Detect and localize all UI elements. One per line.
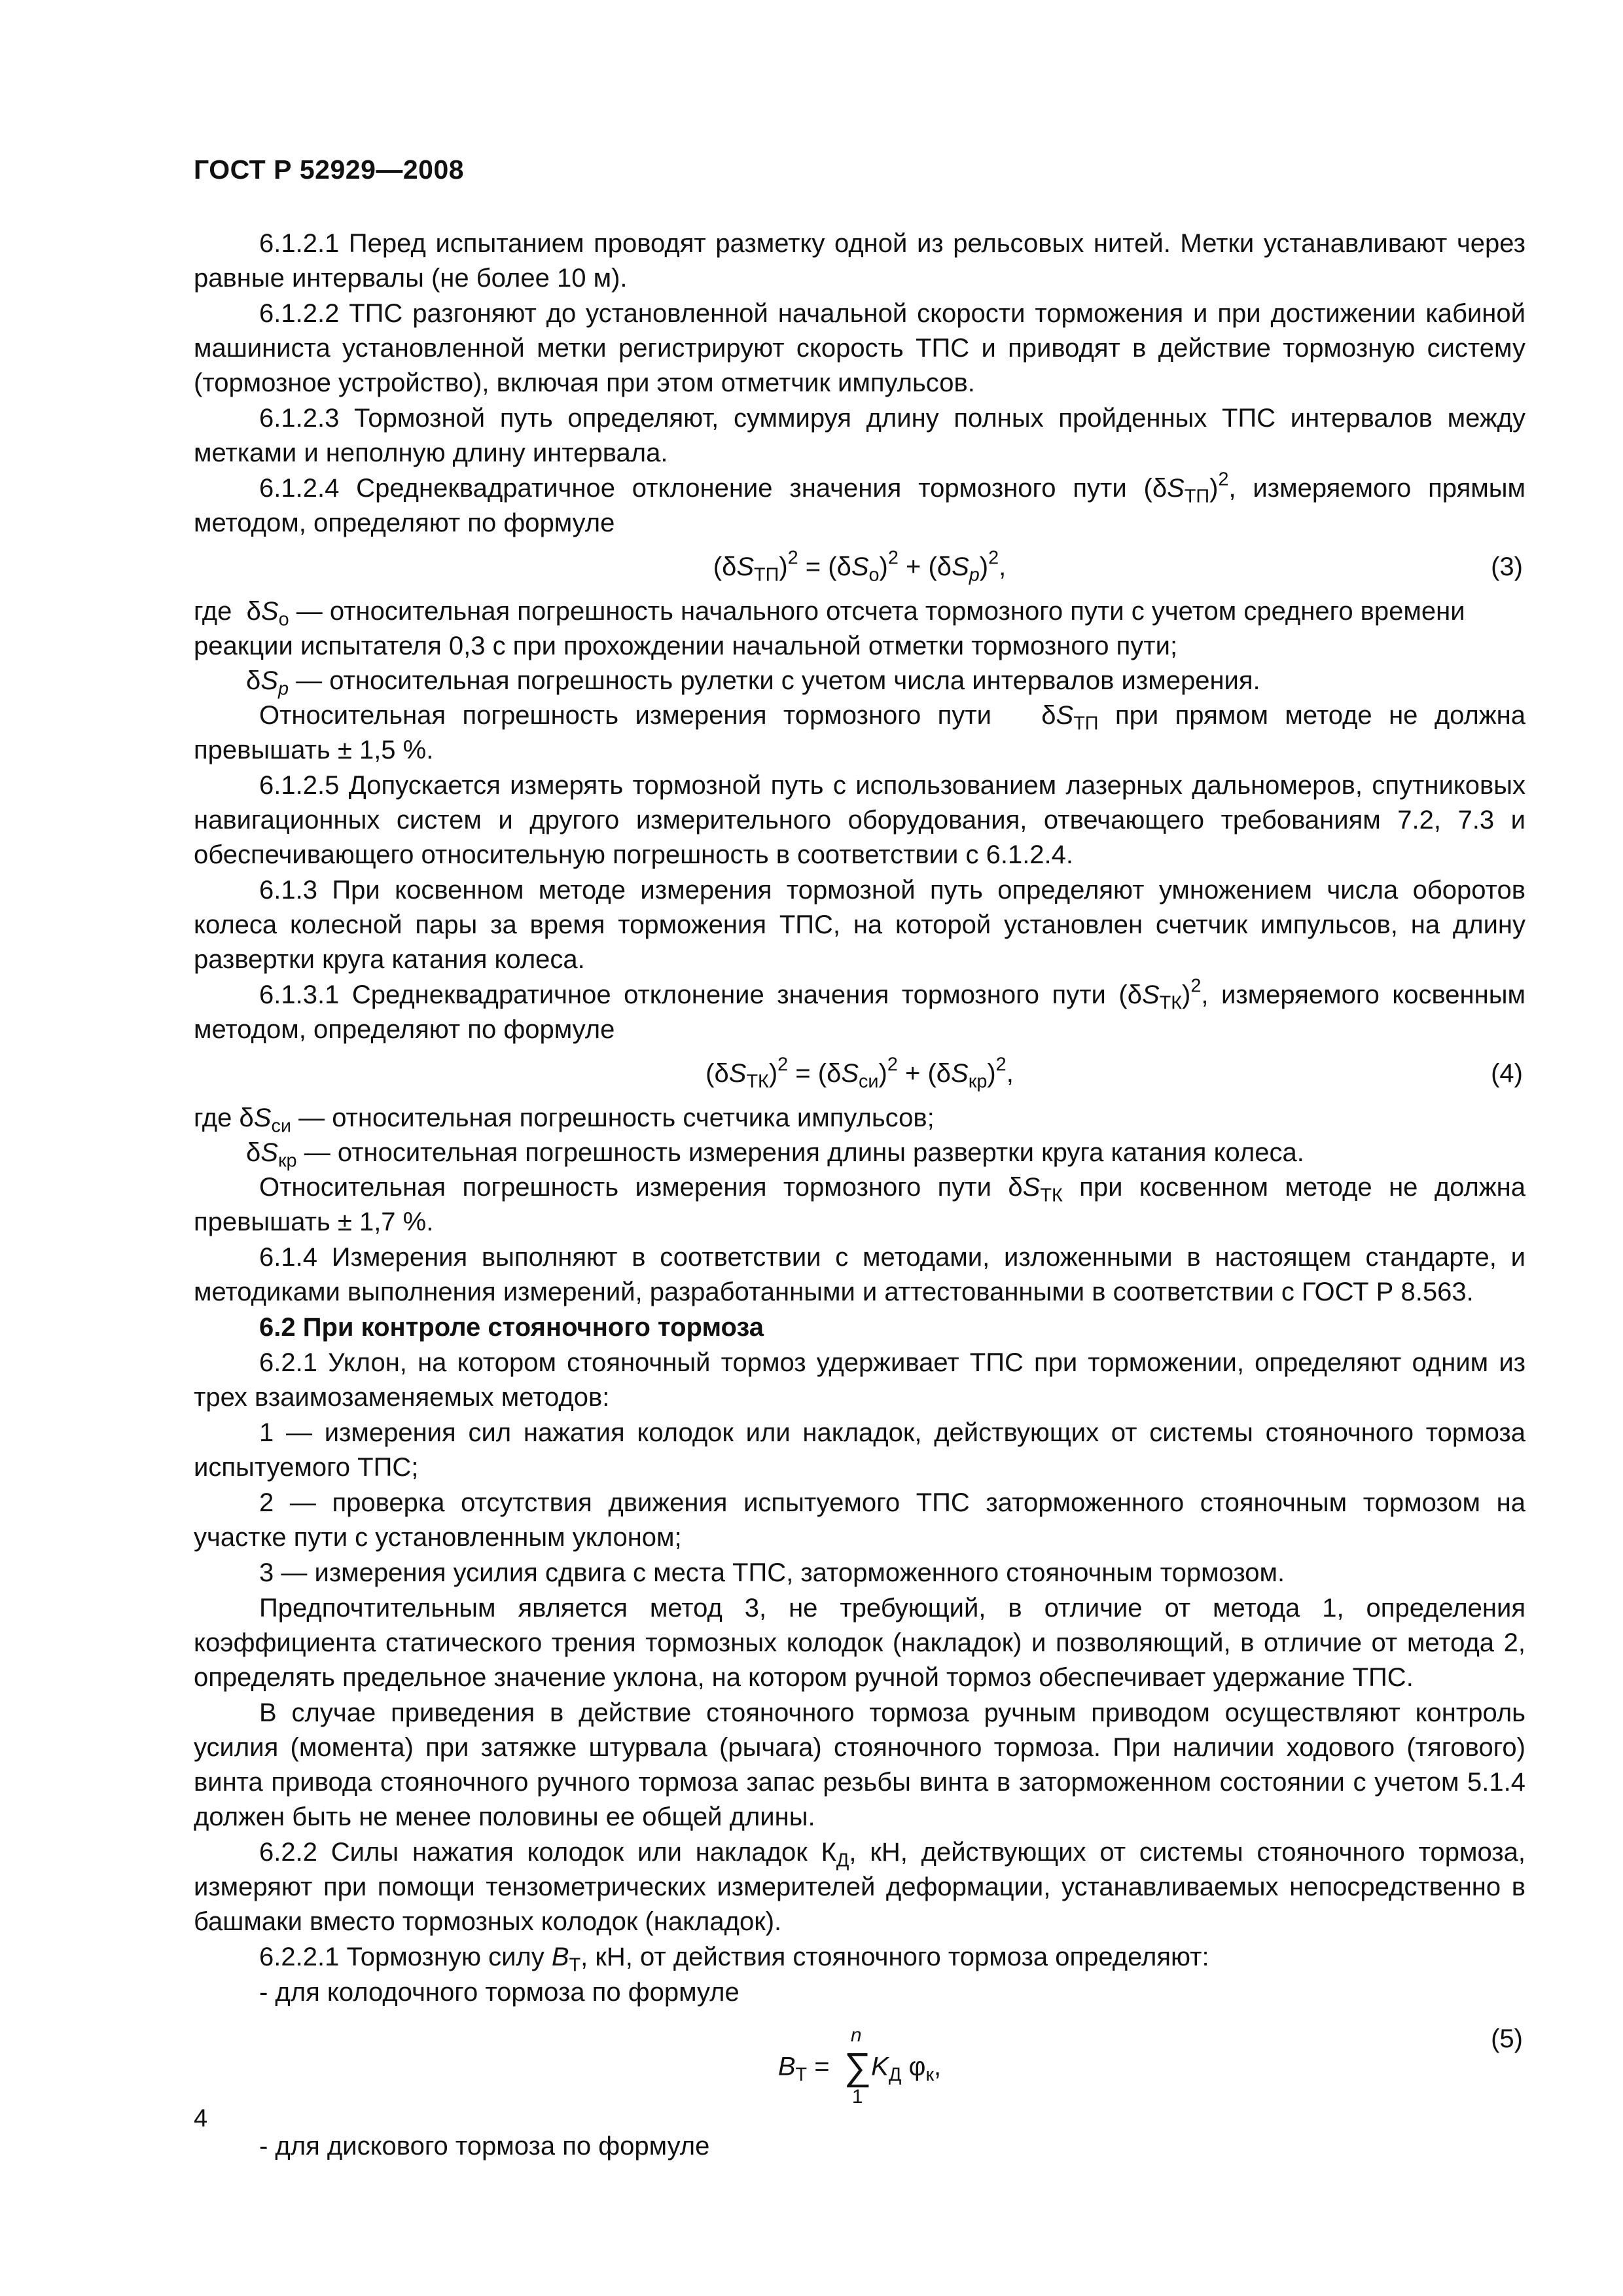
paragraph-6-2-1: 6.2.1 Уклон, на котором стояночный тормоз удерживает ТПС при торможении, определяют одним из трех взаимозаменяемых методов: [194,1348,1525,1412]
method-2: 2 — проверка отсутствия движения испытуемого ТПС заторможенного стояночным тормозом на участке пути с установленным уклоном; [194,1488,1525,1552]
paragraph-indirect-error: Относительная погрешность измерения тормозного пути $\delta S_{ТК}$ при косвенном методе не должна превышать ± 1,7 %. [194,1173,1525,1236]
paragraph-6-1-2-1: 6.1.2.1 Перед испытанием проводят разметку одной из рельсовых нитей. Метки устанавливают через равные интервалы (не более 10 м). [194,229,1525,293]
document-body [194,226,1525,2164]
paragraph-direct-error: Относительная погрешность измерения тормозного пути $\delta S_{ТП}$ при прямом методе не должна превышать ± 1,5 %. [194,701,1525,764]
paragraph-6-1-2-2: 6.1.2.2 ТПС разгоняют до установленной начальной скорости торможения и при достижении кабиной машиниста установленной метки регистрируют скорость ТПС и приводят в действие тормозную систему (тормозное устройство), включая при этом отметчик импульсов. [194,299,1525,397]
formula-4-number: (4) [1491,1059,1523,1088]
paragraph-6-1-2-4: 6.1.2.4 Среднеквадратичное отклонение значения тормозного пути $(\delta S_{ТП})^2$, измеряемого прямым методом, определяют по формуле [194,469,1525,537]
section-heading-6-2: 6.2 При контроле стояночного тормоза [259,1313,764,1342]
paragraph-6-1-3-1: 6.1.3.1 Среднеквадратичное отклонение значения тормозного пути $(\delta S_{ТК})^2$, измеряемого косвенным методом, определяют по формуле [194,975,1525,1044]
paragraph-6-1-2-3: 6.1.2.3 Тормозной путь определяют, суммируя длину полных пройденных ТПС интервалов между метками и неполную длину интервала. [194,404,1525,467]
definition-so: где $\delta S_о$ — относительная погрешность начального отсчета тормозного пути с учетом среднего времени [194,597,1465,630]
page-number: 4 [194,2105,208,2132]
method-3: 3 — измерения усилия сдвига с места ТПС, заторможенного стояночным тормозом. [259,1558,1285,1587]
paragraph-disc-brake: - для дискового тормоза по формуле [259,2132,710,2161]
paragraph-6-1-2-5: 6.1.2.5 Допускается измерять тормозной путь с использованием лазерных дальномеров, спутниковых навигационных систем и другого измерительного оборудования, отвечающего требованиям 7.2, 7.3 и обеспечивающего относительную погрешность в соответствии с 6.1.2.4. [194,771,1525,869]
formula-3 [194,543,1525,590]
definition-so-continuation: реакции испытателя 0,3 с при прохождении начальной отметки тормозного пути; [194,632,1178,660]
formula-4-expression: $(\delta S_{ТК})^2 = (\delta S_{си})^2 + (\delta S_{кр})^2$, [705,1054,1014,1092]
paragraph-preferred-method: Предпочтительным является метод 3, не требующий, в отличие от метода 1, определения коэффициента статического трения тормозных колодок (накладок) и позволяющий, в отличие от метода 2, определять предельное значение уклона, на котором ручной тормоз обеспечивает удержание ТПС. [194,1594,1525,1692]
method-1: 1 — измерения сил нажатия колодок или накладок, действующих от системы стояночного тормоза испытуемого ТПС; [194,1418,1525,1482]
definition-sp: $\delta S_p$ — относительная погрешность рулетки с учетом числа интервалов измерения. [246,666,1260,700]
document-header-code: ГОСТ Р 52929—2008 [194,154,465,185]
formula-5 [194,2017,1525,2121]
paragraph-shoe-brake: - для колодочного тормоза по формуле [259,1978,740,2007]
formula-5-expression: $B_Т$ = ∑ n 1 $K_Д$ $\varphi_к$, [777,2024,942,2108]
paragraph-6-2-2: 6.2.2 Силы нажатия колодок или накладок $К_Д$, кН, действующих от системы стояночного тормоза, измеряют при помощи тензометрических измерителей деформации, устанавливаемых непосредственно в башмаки вместо тормозных колодок (накладок). [194,1838,1525,1936]
paragraph-manual-drive: В случае приведения в действие стояночного тормоза ручным приводом осуществляют контроль усилия (момента) при затяжке штурвала (рычага) стояночного тормоза. При наличии ходового (тягового) винта привода стояночного ручного тормоза запас резьбы винта в заторможенном состоянии с учетом 5.1.4 должен быть не менее половины ее общей длины. [194,1698,1525,1831]
paragraph-6-1-4: 6.1.4 Измерения выполняют в соответствии с методами, изложенными в настоящем стандарте, и методиками выполнения измерений, разработанными и аттестованными в соответствии с ГОСТ Р 8.563. [194,1243,1525,1306]
formula-3-expression: $(\delta S_{ТП})^2 = (\delta S_о)^2 + (\delta S_p)^2$, [713,547,1007,586]
formula-5-number: (5) [1491,2024,1523,2053]
paragraph-6-2-2-1: 6.2.2.1 Тормозную силу $B_Т$, кН, от действия стояночного тормоза определяют: [259,1943,1209,1976]
formula-3-number: (3) [1491,552,1523,581]
formula-4 [194,1050,1525,1097]
definition-kr: $\delta S_{кр}$ — относительная погрешность измерения длины развертки круга катания колеса. [246,1138,1304,1172]
paragraph-6-1-3: 6.1.3 При косвенном методе измерения тормозной путь определяют умножением числа оборотов колеса колесной пары за время торможения ТПС, на которой установлен счетчик импульсов, на длину развертки круга катания колеса. [194,876,1525,974]
summation-symbol: ∑ n 1 [844,2024,872,2108]
definition-si: где $\delta S_{си}$ — относительная погрешность счетчика импульсов; [194,1103,935,1137]
